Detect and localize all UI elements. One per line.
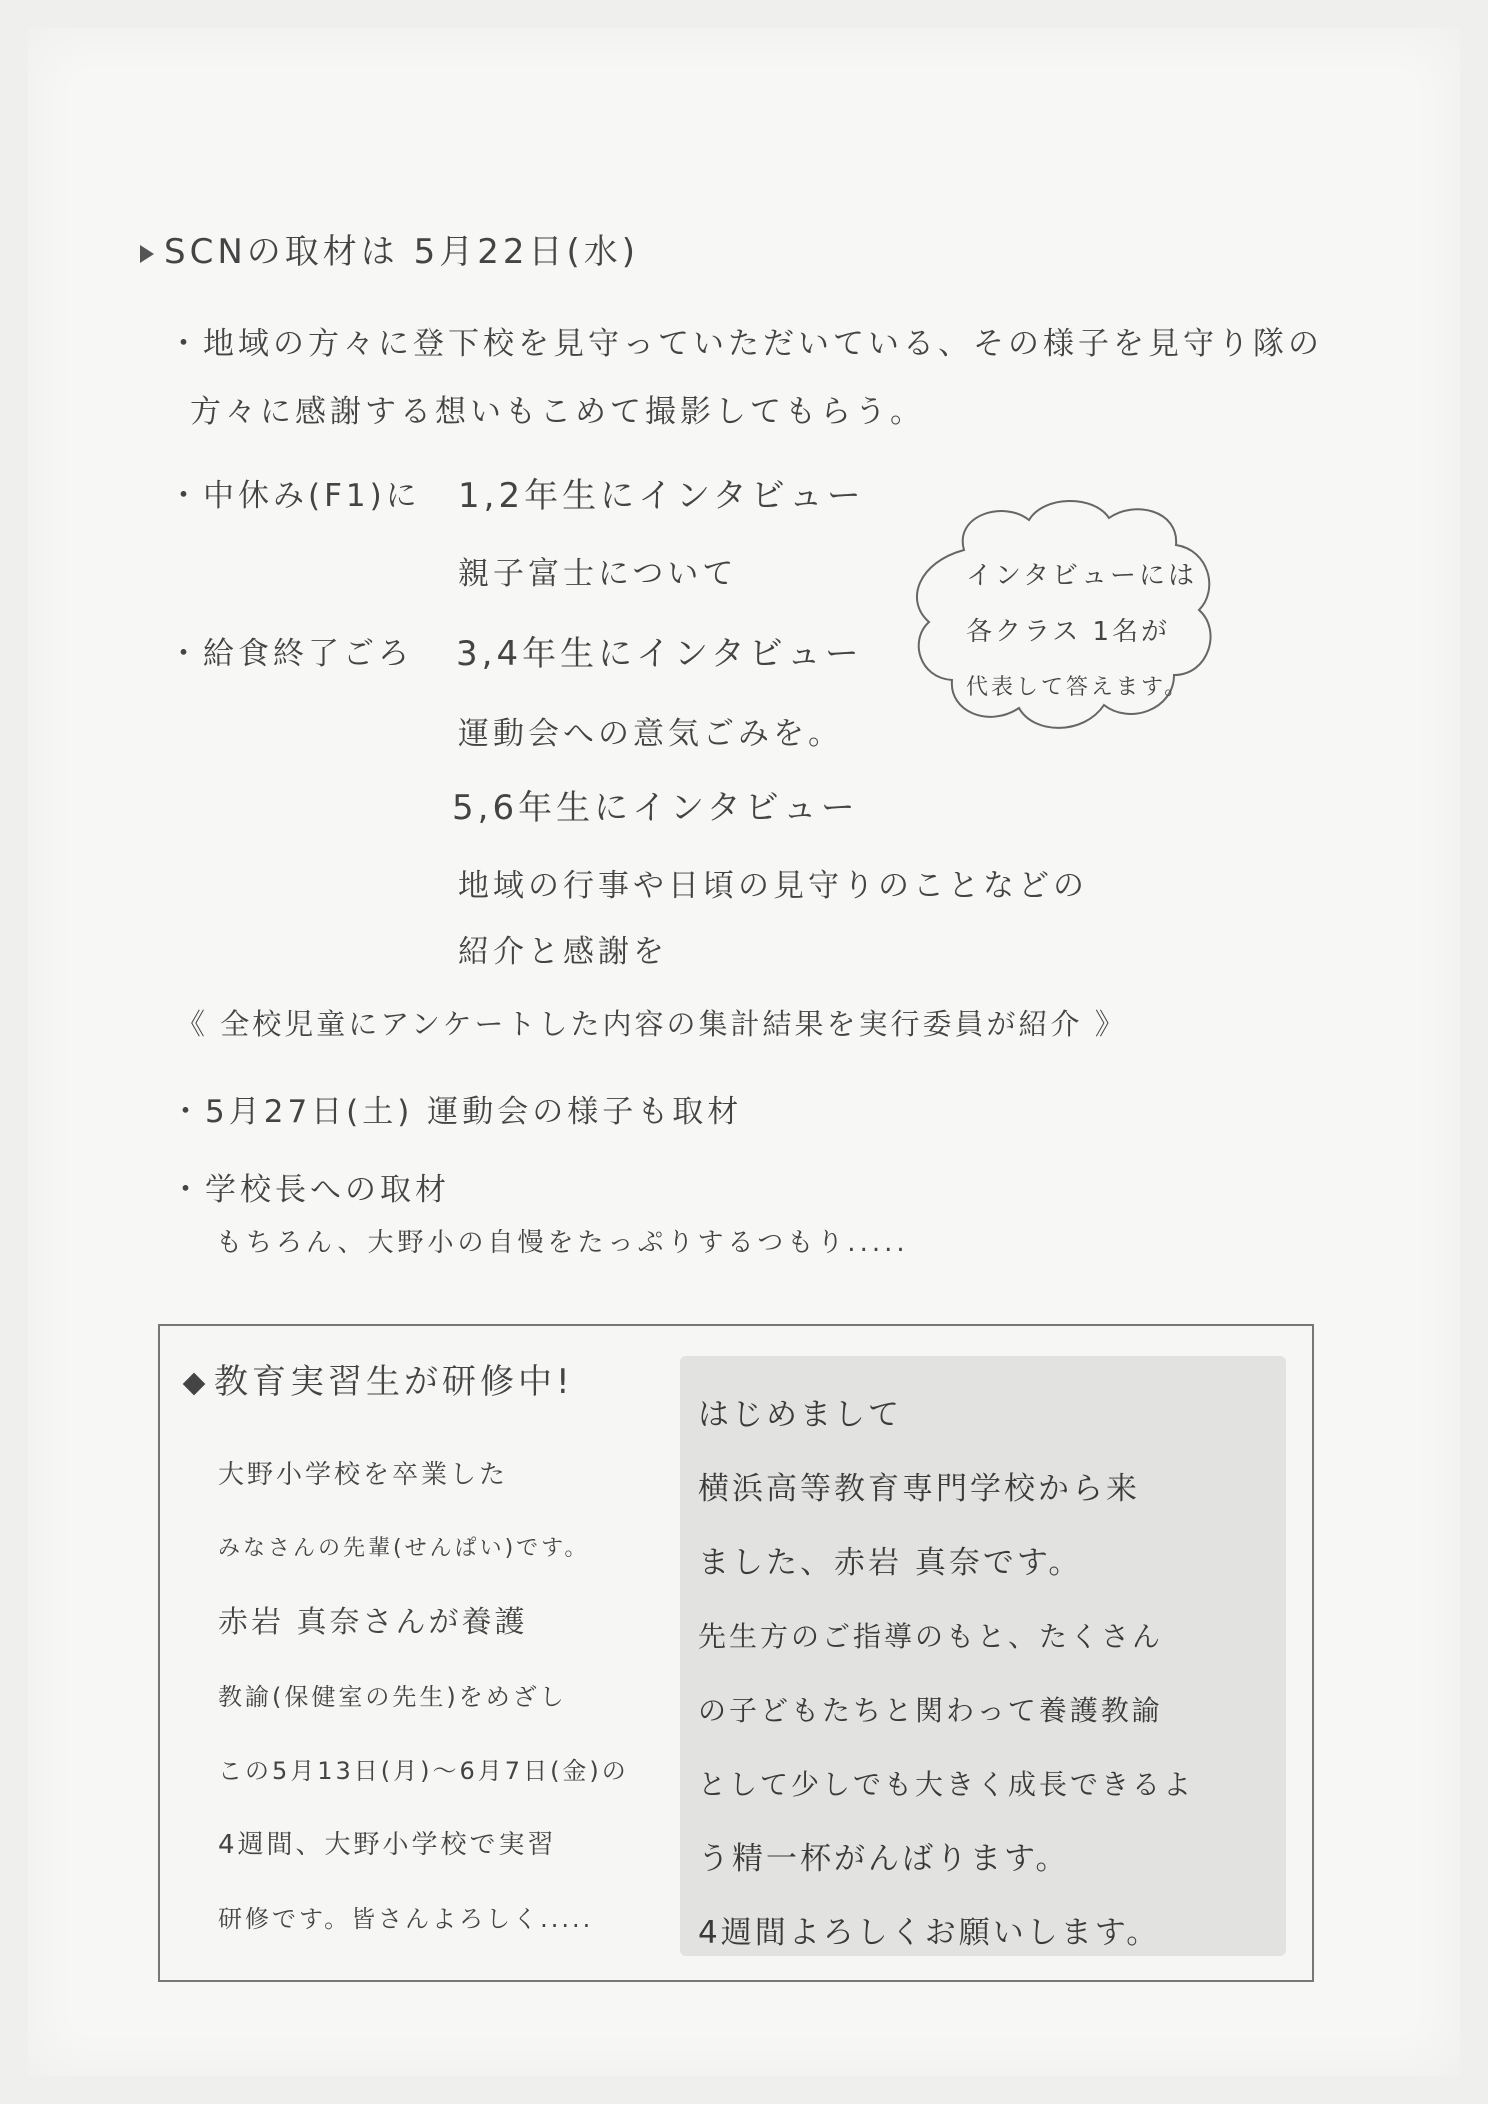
line-6: 運動会への意気ごみを。	[458, 716, 843, 752]
box-right-line: はじめまして	[698, 1397, 902, 1433]
box-left-line: この5月13日(月)～6月7日(金)の	[218, 1757, 629, 1785]
line-7: 5,6年生にインタビュー	[452, 788, 859, 828]
box-right-line: として少しでも大きく成長できるよ	[698, 1768, 1195, 1801]
trainee-message	[680, 1356, 1286, 1956]
box-left-text	[218, 1438, 629, 1956]
box-left-line: 大野小学校を卒業した	[218, 1460, 509, 1490]
box-right-line: 横浜高等教育専門学校から来	[698, 1471, 1140, 1507]
line-13: もちろん、大野小の自慢をたっぷりするつもり.....	[216, 1228, 909, 1258]
box-left-line: 教諭(保健室の先生)をめざし	[218, 1683, 567, 1711]
cloud-line-1: インタビューには	[966, 561, 1197, 591]
line-5a: ・給食終了ごろ	[168, 636, 413, 672]
box-left-line: 4週間、大野小学校で実習	[218, 1830, 557, 1860]
box-right-line: ました、赤岩 真奈です。	[698, 1545, 1083, 1581]
line-3a: ・中休み(F1)に	[168, 478, 421, 514]
line-8: 地域の行事や日頃の見守りのことなどの	[458, 868, 1088, 904]
line-11: ・5月27日(土) 運動会の様子も取材	[170, 1094, 743, 1130]
line-2: 方々に感謝する想いもこめて撮影してもらう。	[190, 394, 925, 430]
box-right-line: の子どもたちと関わって養護教諭	[698, 1694, 1163, 1727]
box-title: 教育実習生が研修中!	[214, 1362, 574, 1402]
line-5b: 3,4年生にインタビュー	[456, 634, 863, 674]
line-1: ・地域の方々に登下校を見守っていただいている、その様子を見守り隊の	[168, 326, 1323, 362]
line-3b: 1,2年生にインタビュー	[458, 476, 865, 516]
box-right-line: う精一杯がんばります。	[698, 1841, 1070, 1877]
header-title: SCNの取材は 5月22日(水)	[164, 232, 639, 272]
cloud-note	[904, 490, 1224, 740]
box-left-line: 研修です。皆さんよろしく.....	[218, 1905, 594, 1933]
line-4: 親子富士について	[458, 556, 738, 592]
box-left-line: 赤岩 真奈さんが養護	[218, 1605, 528, 1640]
cloud-line-2: 各クラス 1名が	[966, 617, 1171, 647]
box-right-text	[698, 1378, 1194, 1970]
header-line	[140, 224, 639, 273]
document-page	[28, 28, 1460, 2076]
cloud-line-3: 代表して答えます。	[966, 675, 1190, 700]
box-right-line: 4週間よろしくお願いします。	[698, 1915, 1161, 1951]
box-left-line: みなさんの先輩(せんぱい)です。	[218, 1536, 590, 1561]
trainee-box	[158, 1324, 1314, 1982]
diamond-bullet-icon	[183, 1372, 206, 1395]
line-12: ・学校長への取材	[170, 1172, 450, 1208]
line-9: 紹介と感謝を	[458, 934, 668, 970]
triangle-bullet-icon	[140, 245, 154, 263]
box-right-line: 先生方のご指導のもと、たくさん	[698, 1620, 1164, 1653]
line-10: 《 全校児童にアンケートした内容の集計結果を実行委員が紹介 》	[176, 1007, 1127, 1041]
box-title-row	[186, 1354, 574, 1403]
